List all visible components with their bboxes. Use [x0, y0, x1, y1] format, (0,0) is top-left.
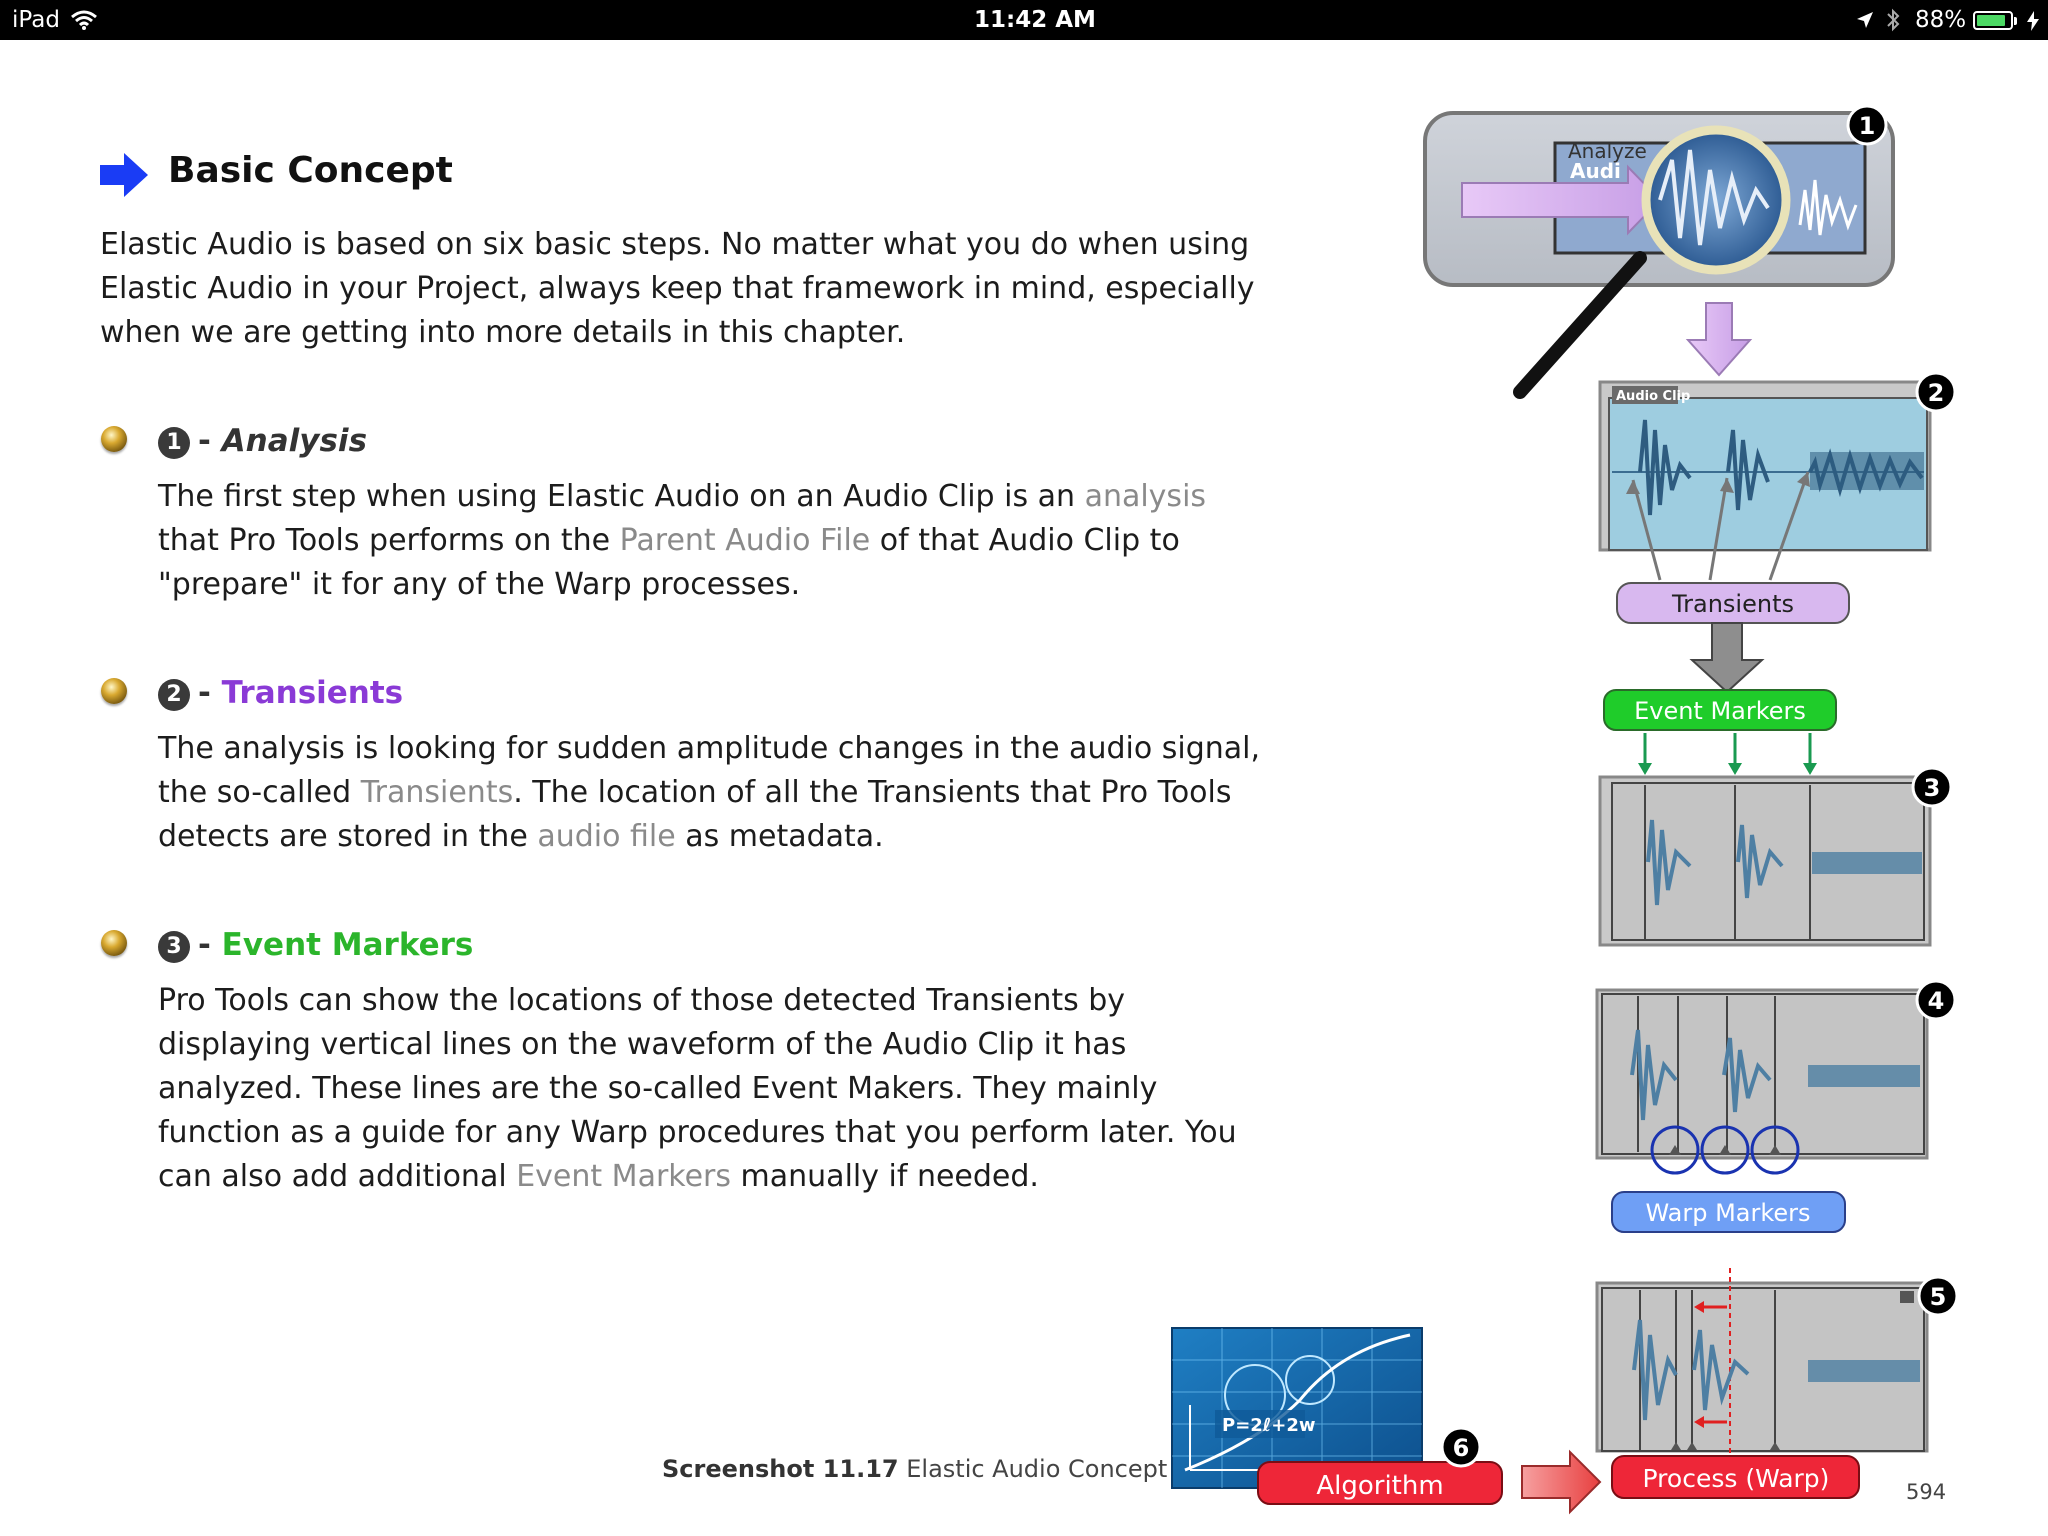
down-arrow-2: [1692, 623, 1762, 692]
audio-text: Audi: [1570, 159, 1621, 183]
analyze-text: Analyze: [1568, 139, 1647, 163]
step-line: "prepare" it for any of the Warp processes.: [158, 567, 801, 602]
step-heading: - Analysis: [198, 423, 368, 459]
clip-label: Audio Clip: [1616, 389, 1691, 404]
device-label: iPad: [12, 7, 60, 33]
svg-text:3: 3: [1923, 774, 1941, 802]
svg-text:Process (Warp): Process (Warp): [1642, 1464, 1830, 1493]
step-line: analyzed. These lines are the so-called Event Makers. They mainly: [158, 1071, 1158, 1106]
bullet-icon: [101, 678, 127, 704]
step-line: can also add additional Event Markers manually if needed.: [158, 1159, 1039, 1194]
step-paragraph: [158, 979, 1237, 1199]
intro-paragraph: [100, 223, 1255, 355]
intro-line: when we are getting into more details in this chapter.: [100, 315, 906, 350]
caption-text: Elastic Audio Concept: [906, 1455, 1168, 1483]
svg-text:Warp Markers: Warp Markers: [1645, 1199, 1811, 1227]
location-icon: [1855, 10, 1875, 30]
intro-line: Elastic Audio in your Project, always keep that framework in mind, especially: [100, 271, 1255, 306]
step-title: Transients: [221, 675, 404, 711]
section-title: Basic Concept: [168, 150, 453, 191]
battery-icon: [1973, 11, 2013, 30]
svg-text:Event Markers: Event Markers: [1634, 697, 1806, 725]
step-title: Analysis: [221, 423, 368, 459]
step-number: 1: [158, 427, 190, 459]
svg-text:Transients: Transients: [1672, 590, 1794, 618]
bluetooth-icon: [1885, 8, 1901, 32]
svg-text:4: 4: [1927, 987, 1945, 1015]
step-line: The first step when using Elastic Audio on an Audio Clip is an analysis: [158, 479, 1207, 514]
step-heading: - Event Markers: [198, 927, 474, 963]
bullet-icon: [101, 930, 127, 956]
svg-text:5: 5: [1929, 1283, 1947, 1311]
svg-text:Algorithm: Algorithm: [1316, 1471, 1444, 1501]
bullet-icon: [101, 426, 127, 452]
charging-icon: [2026, 11, 2040, 31]
step-line: function as a guide for any Warp procedures that you perform later. You: [158, 1115, 1237, 1150]
step-paragraph: [158, 475, 1206, 607]
step-line: detects are stored in the audio file as metadata.: [158, 819, 884, 854]
step-line: Pro Tools can show the locations of those detected Transients by: [158, 983, 1126, 1018]
caption-label: Screenshot 11.17: [662, 1455, 899, 1483]
svg-text:1: 1: [1858, 112, 1876, 140]
step-heading: - Transients: [198, 675, 404, 711]
algorithm-to-process-arrow: [1522, 1452, 1600, 1512]
step-line: displaying vertical lines on the waveform of the Audio Clip it has: [158, 1027, 1127, 1062]
step-line: the so-called Transients. The location of all the Transients that Pro Tools: [158, 775, 1232, 810]
svg-text:2: 2: [1927, 379, 1945, 407]
step-title: Event Markers: [221, 927, 474, 963]
step-paragraph: [158, 727, 1260, 859]
step-number: 3: [158, 931, 190, 963]
clock: 11:42 AM: [974, 7, 1096, 33]
step-number: 2: [158, 679, 190, 711]
elastic-audio-diagram: [1120, 95, 2040, 1535]
arrow-right-icon: [100, 153, 148, 197]
step-line: The analysis is looking for sudden amplitude changes in the audio signal,: [158, 731, 1261, 766]
status-bar: [0, 0, 2048, 40]
battery-percent: 88%: [1915, 7, 1967, 33]
formula: P=2ℓ+2w: [1222, 1415, 1316, 1436]
svg-text:6: 6: [1452, 1434, 1470, 1462]
figure-caption: [662, 1455, 1167, 1483]
down-arrow-1: [1688, 303, 1750, 375]
wifi-icon: [70, 9, 98, 31]
step-line: that Pro Tools performs on the Parent Audio File of that Audio Clip to: [158, 523, 1180, 558]
page-number: 594: [1906, 1480, 1947, 1504]
intro-line: Elastic Audio is based on six basic steps. No matter what you do when using: [100, 227, 1250, 262]
